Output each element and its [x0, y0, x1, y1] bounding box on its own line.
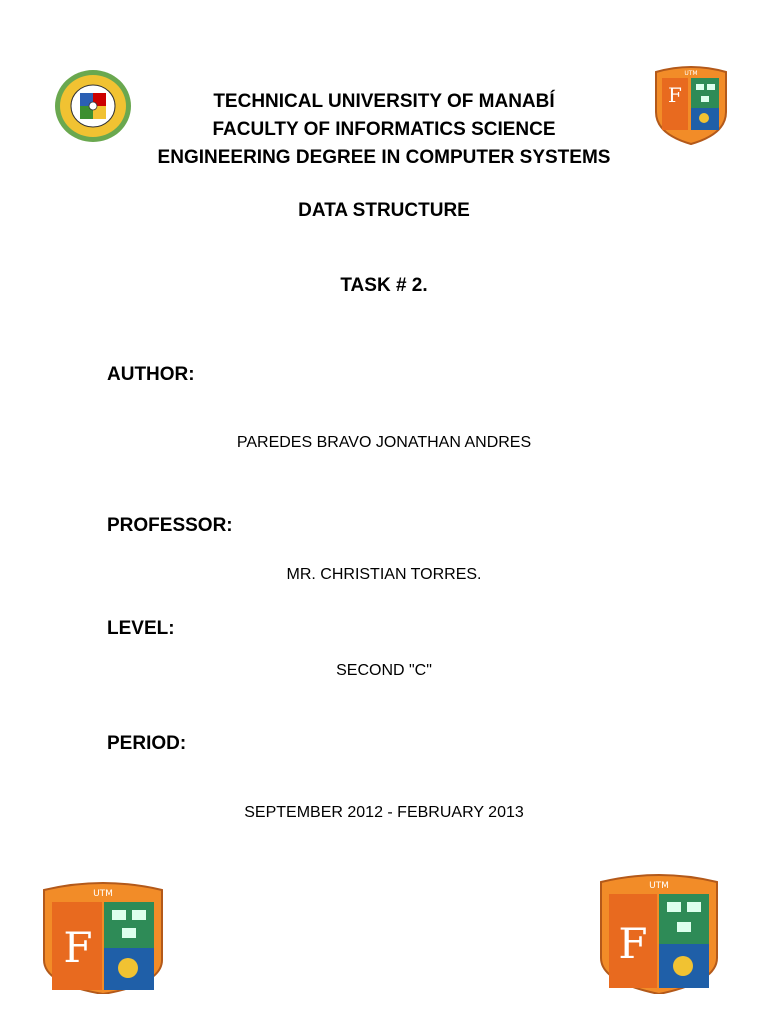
shield-text: UTM	[649, 881, 669, 891]
period-value: SEPTEMBER 2012 - FEBRUARY 2013	[244, 804, 524, 821]
faculty-shield-logo-bottom-right	[595, 872, 723, 994]
svg-text:F: F	[63, 923, 93, 972]
shield-text: UTM	[93, 889, 113, 899]
professor-label: PROFESSOR:	[107, 515, 233, 536]
author-label: AUTHOR:	[107, 364, 195, 385]
shield-text: UTM	[684, 70, 698, 77]
author-value: PAREDES BRAVO JONATHAN ANDRES	[236, 434, 532, 451]
title-block	[0, 88, 768, 172]
svg-text:F: F	[668, 83, 682, 107]
level-value: SECOND "C"	[336, 662, 432, 679]
university-name: TECHNICAL UNIVERSITY OF MANABÍ	[213, 91, 555, 112]
period-label: PERIOD:	[107, 733, 187, 754]
faculty-shield-logo-bottom-left	[38, 880, 168, 994]
professor-value: MR. CHRISTIAN TORRES.	[286, 566, 482, 583]
svg-text:F: F	[618, 919, 648, 968]
level-label: LEVEL:	[107, 618, 175, 639]
subject-title: DATA STRUCTURE	[298, 200, 470, 221]
degree-name: ENGINEERING DEGREE IN COMPUTER SYSTEMS	[157, 147, 611, 168]
faculty-name: FACULTY OF INFORMATICS SCIENCE	[212, 119, 556, 140]
task-title: TASK # 2.	[340, 275, 428, 296]
